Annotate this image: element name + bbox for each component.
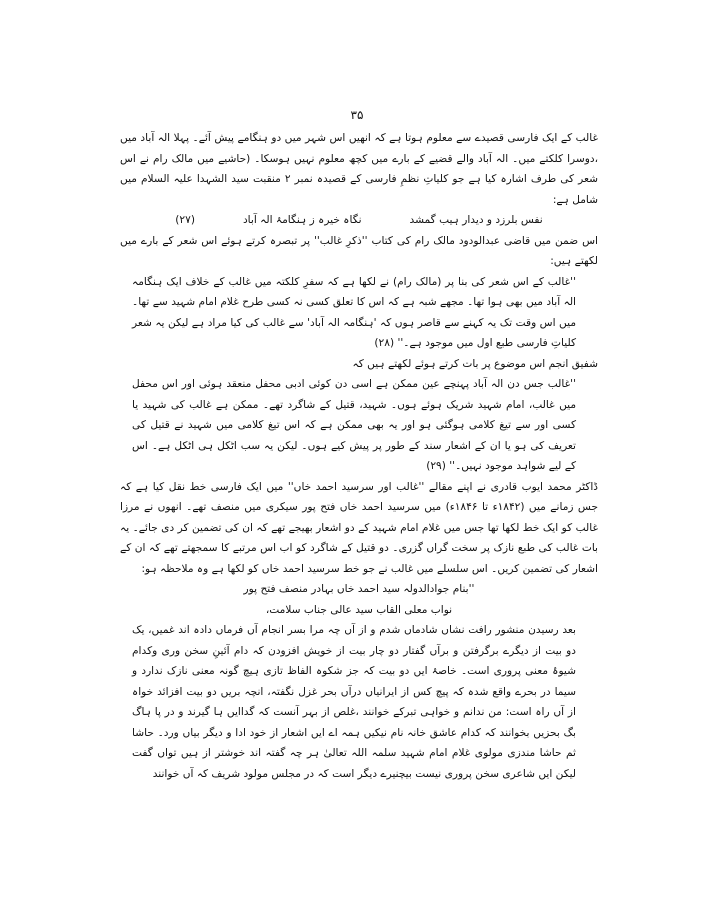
paragraph-qazi: اس ضمن میں قاضی عبدالودود مالک رام کی کتاب ''ذکرِ غالب'' پر تبصرہ کرتے ہوئے اس شعر کے بارے میں لکھتے ہیں: xyxy=(120,234,598,267)
quote-qazi: ''غالب کے اس شعر کی بنا پر (مالک رام) نے لکھا ہے کہ سفرِ کلکتہ میں غالب کے خلاف ایک ہنگامہ الہ آباد میں بھی ہوا تھا۔ مجھے شبہ ہے کہ اس کا تعلق کسی نہ کسی طرح غلام امام شہید سے تھا۔ میں اس وقت تک یہ کہنے سے قاصر ہوں کہ 'ہنگامہ الہ آباد' سے غالب کی کیا مراد ہے لیکن یہ شعر کلیاتِ فارسی طبع اول میں موجود ہے۔'' (۲۸) xyxy=(132,275,576,349)
verse-couplet xyxy=(120,210,598,231)
verse-hemistich-2: نگاہ خیرہ ز ہنگامۂ الہ آباد xyxy=(242,214,362,226)
paragraph-intro: غالب کے ایک فارسی قصیدے سے معلوم ہوتا ہے کہ انھیں اس شہر میں دو ہنگامے پیش آئے۔ پہلا الہ آباد میں ،دوسرا کلکتے میں۔ الہ آباد والے قضیے کے بارے میں کچھ معلوم نہیں ہوسکا۔ (حاشیے میں مالک رام نے اس شعر کی طرف اشارہ کیا ہے جو کلیاتِ نظمِ فارسی کے قصیدہ نمبر ۲ منقبت سید الشہدا علیہ السلام میں شامل ہے: xyxy=(120,132,599,206)
paragraph-shafiq: شفیق انجم اس موضوع پر بات کرتے ہوئے لکھتے ہیں کہ xyxy=(352,357,598,370)
quote-shafiq: ''غالب جس دن الہ آباد پہنچے عین ممکن ہے اسی دن کوئی ادبی محفل منعقد ہوئی اور اس محفل میں غالب، امام شہید شریک ہوئے ہوں۔ شہید، قتیل کے شاگرد تھے۔ ممکن ہے غالب کی شہید یا کسی اور سے تیغ کلامی ہوگئی ہو اور یہ بھی ممکن ہے کہ اس تیغ کلامی میں شہید نے قتیل کی تعریف کی ہو یا ان کے اشعار سند کے طور پر پیش کیے ہوں۔ لیکن یہ سب اٹکل ہی اٹکل ہے۔ اس کے لیے شواہد موجود نہیں۔'' (۲۹) xyxy=(132,378,576,472)
paragraph-ayub-qadri: ڈاکٹر محمد ایوب قادری نے اپنے مقالے ''غالب اور سرسید احمد خاں'' میں ایک فارسی خط نقل کیا ہے کہ جس زمانے میں (۱۸۴۲ء تا ۱۸۴۶ء) میں سرسید احمد خاں فتح پور سیکری میں منصف تھے۔ انھوں نے مرزا غالب کو ایک خط لکھا تھا جس میں غلام امام شہید کے دو اشعار بھیجے تھے کہ ان کی تضمین کر دی جائے۔ یہ بات غالب کی طبع نازک پر سخت گراں گزری۔ دو قتیل کے شاگرد کو اب اس مرتبے کا سمجھتے تھے کہ ان کے اشعار کی تضمین کریں۔ اس سلسلے میں غالب نے جو خط سرسید احمد خاں کو لکھا ہے وہ ملاحظہ ہو: xyxy=(120,480,598,575)
letter-address-line-1: ''بنام جوادالدولہ سید احمد خاں بہادر منصف فتح پور xyxy=(243,583,475,595)
letter-address-line-2: نواب معلی القاب سید عالی جناب سلامت، xyxy=(265,603,453,616)
letter-body: بعد رسیدن منشور رافت نشاں شادماں شدم و از آں چہ مرا بسر انجام آں فرماں دادہ اند غمیں، یک دو بیت از دیگرے برگرفتن و برآں گفتار دو چار بیت از خویش افزودن کہ دام آئینِ سخن وری وکدام شیوۂ معنی پروری است۔ خاصۂ ایں دو بیت کہ جز شکوہ الفاظ تازی ہیچ گونہ معنی نازک ندارد و سیما در بحرے واقع شدہ کہ پیچ کس از ایرانیاں درآں بحر غزل نگفتہ، انچہ بریں دو بیت افزائد خواہ از آں راہ است: من ندانم و خواہی تبرکے خوانند ،غلص از بہر آنست کہ گداایں ہا گیرند و در پا ہاگ بگ بحزیں بخوانند کہ کدام عاشق خانہ نام نیکیں ہمہ اے ایں اشعار از خود ادا و دیگر بیاں ورد۔ حاشا ثم حاشا مندزی مولوی غلام امام شہید سلمہ اللہ تعالیٰ ہر چہ گفتہ اند خوشتر از ہیں تواں گفت لیکن ایں شاعری سخن پروری نیست بیچنیرے دیگر است کہ در مجلس مولود شریف کہ آں خوانند xyxy=(132,624,576,780)
page-number: ۳۵ xyxy=(350,108,364,122)
verse-hemistich-1: نفس بلرزد و دیدار ہیب گمشد xyxy=(409,214,543,226)
verse-reference: (۲۷) xyxy=(175,214,195,226)
page-body xyxy=(120,128,598,784)
